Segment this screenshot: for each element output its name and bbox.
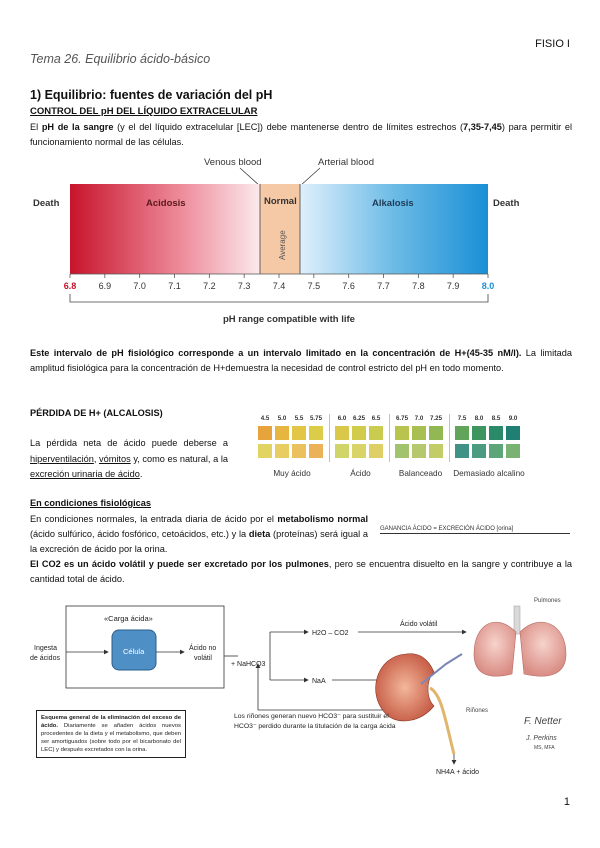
ph-tick-label: 6.8 — [63, 281, 77, 291]
ph-tick-label: 7.9 — [446, 281, 460, 291]
strip-value: 5.5 — [294, 415, 304, 422]
h2o-co2-label: H2O – CO2 — [312, 630, 349, 637]
strip-color-patch — [489, 444, 503, 458]
acid-balance-formula: GANANCIA ÁCIDO = EXCRECIÓN ÁCIDO [orina] — [380, 526, 570, 534]
strip-value: 6.0 — [337, 415, 347, 422]
strip-color-patch — [506, 444, 520, 458]
strip-group-label: Muy ácido — [273, 469, 311, 478]
section-subtitle: CONTROL DEL pH DEL LÍQUIDO EXTRACELULAR — [30, 106, 258, 117]
death-left: Death — [33, 198, 60, 209]
co2-paragraph: El CO2 es un ácido volátil y puede ser excretado por los pulmones, pero se encuentra disuelto en la sangre y contribuye a la cantidad total de ácido. — [30, 559, 572, 584]
non-volatile-line1: Ácido no — [189, 645, 217, 652]
strip-value: 9.0 — [508, 415, 518, 422]
strip-value: 5.0 — [277, 415, 287, 422]
strip-color-patch — [412, 444, 426, 458]
alkalosis-label: Alkalosis — [372, 198, 414, 209]
strip-color-patch — [412, 426, 426, 440]
strip-color-patch — [429, 444, 443, 458]
ph-tick-label: 7.4 — [272, 281, 286, 291]
strip-color-patch — [455, 426, 469, 440]
strip-color-patch — [395, 426, 409, 440]
bicarbonate-label: + NaHCO3 — [231, 661, 266, 668]
intro-paragraph: El pH de la sangre (y el del líquido extracelular [LEC]) debe mantenerse dentro de límites estrechos (7,35-7,45) para permitir el funcionamiento normal de las células. — [30, 122, 572, 147]
strip-color-patch — [258, 444, 272, 458]
section-title: 1) Equilibrio: fuentes de variación del pH — [30, 88, 273, 102]
lungs-label: Pulmones — [534, 598, 561, 604]
kidney-note-line1: Los riñones generan nuevo HCO3⁻ para sustituir el — [234, 713, 389, 720]
strip-color-patch — [309, 426, 323, 440]
strip-value: 6.75 — [395, 415, 409, 422]
physio-title: En condiciones fisiológicas — [30, 498, 151, 508]
strip-value: 7.25 — [429, 415, 443, 422]
strip-color-patch — [455, 444, 469, 458]
cell-label: Célula — [123, 647, 145, 656]
strip-color-patch — [472, 444, 486, 458]
ph-tick-label: 7.3 — [237, 281, 251, 291]
strip-color-patch — [258, 426, 272, 440]
physio-paragraph: En condiciones normales, la entrada diaria de ácido por el metabolismo normal (ácido sulfúrico, ácido fosfórico, cetoácidos, etc.) y la dieta (proteínas) será igual a la excreción de ácido por la orina. — [30, 514, 368, 554]
alkalosis-paragraph: La pérdida neta de ácido puede deberse a hiperventilación, vómitos y, como es natural, a la excreción urinaria de ácido. — [30, 438, 228, 479]
ph-tick-label: 7.1 — [168, 281, 181, 291]
kidneys-label: Riñones — [466, 708, 489, 714]
strip-value: 8.5 — [491, 415, 501, 422]
ph-interval-paragraph: Este intervalo de pH fisiológico corresponde a un intervalo limitado en la concentración de H+(45-35 nM/l). La limitada amplitud fisiológica para la concentración de H+demuestra la necesidad de control estricto del pH en todo momento. — [30, 348, 573, 373]
strip-color-patch — [352, 426, 366, 440]
scheme-caption: Esquema general de la eliminación del exceso de ácido. Diariamente se añaden ácidos nuevos procedentes de la dieta y el metabolismo, que deben ser amortiguados (sobre todo por el bicarbonato del LEC) y después excretados con la orina. — [36, 710, 186, 758]
ph-tick-label: 7.6 — [342, 281, 355, 291]
ph-tick-label: 6.9 — [98, 281, 112, 291]
strip-value: 7.0 — [414, 415, 424, 422]
strip-group-label: Demasiado alcalino — [453, 469, 525, 478]
strip-color-patch — [309, 444, 323, 458]
kidney-note-line2: HCO3⁻ perdido durante la titulación de la carga ácida — [234, 723, 396, 730]
author-label: J. Perkins — [526, 735, 557, 742]
acidosis-label: Acidosis — [146, 198, 186, 209]
course-label: FISIO I — [535, 38, 570, 50]
strip-color-patch — [472, 426, 486, 440]
alkalosis-title: PÉRDIDA DE H+ (ALCALOSIS) — [30, 408, 163, 418]
author-sub: MS, MFA — [534, 745, 555, 751]
range-label: pH range compatible with life — [223, 314, 355, 325]
strip-color-patch — [335, 444, 349, 458]
strip-color-patch — [292, 426, 306, 440]
acid-load-label: «Carga ácida» — [104, 614, 153, 623]
page-number: 1 — [563, 796, 570, 808]
kidney-illustration — [376, 654, 462, 754]
strip-color-patch — [335, 426, 349, 440]
ph-tick-label: 8.0 — [481, 281, 495, 291]
ingesta-line1: Ingesta — [34, 645, 57, 652]
volatile-acid-label: Ácido volátil — [400, 621, 438, 628]
venous-label: Venous blood — [204, 157, 262, 168]
topic-title: Tema 26. Equilibrio ácido-básico — [30, 52, 211, 66]
strip-group-label: Balanceado — [398, 469, 443, 478]
strip-color-patch — [395, 444, 409, 458]
ph-tick-label: 7.2 — [203, 281, 216, 291]
ph-tick-label: 7.5 — [307, 281, 321, 291]
normal-label: Normal — [264, 196, 297, 207]
ph-tick-label: 7.0 — [133, 281, 146, 291]
strip-color-patch — [489, 426, 503, 440]
ingesta-line2: de ácidos — [30, 655, 60, 662]
strip-group-label: Ácido — [350, 469, 371, 478]
ammonium-label: NH4A + ácido — [436, 769, 479, 776]
strip-color-patch — [275, 444, 289, 458]
death-right: Death — [493, 198, 520, 209]
signature: F. Netter — [524, 716, 562, 727]
strip-value: 8.0 — [474, 415, 484, 422]
ph-range-figure — [28, 154, 548, 330]
strip-value: 4.5 — [260, 415, 270, 422]
acid-elimination-scheme — [26, 594, 578, 794]
non-volatile-line2: volátil — [194, 655, 212, 662]
ph-strip-scale — [256, 410, 556, 490]
strip-color-patch — [352, 444, 366, 458]
strip-color-patch — [292, 444, 306, 458]
ph-tick-label: 7.8 — [412, 281, 425, 291]
strip-value: 7.5 — [457, 415, 467, 422]
ph-axis-ticks — [64, 274, 495, 291]
strip-value: 6.5 — [371, 415, 381, 422]
strip-color-patch — [429, 426, 443, 440]
strip-color-patch — [275, 426, 289, 440]
strip-color-patch — [369, 426, 383, 440]
strip-color-patch — [369, 444, 383, 458]
strip-value: 6.25 — [352, 415, 366, 422]
strip-color-patch — [506, 426, 520, 440]
ph-tick-label: 7.7 — [377, 281, 390, 291]
lungs-illustration — [474, 606, 566, 676]
strip-value: 5.75 — [309, 415, 323, 422]
naa-label: NaA — [312, 678, 326, 685]
arterial-label: Arterial blood — [318, 157, 374, 168]
average-label: Average — [278, 230, 287, 260]
